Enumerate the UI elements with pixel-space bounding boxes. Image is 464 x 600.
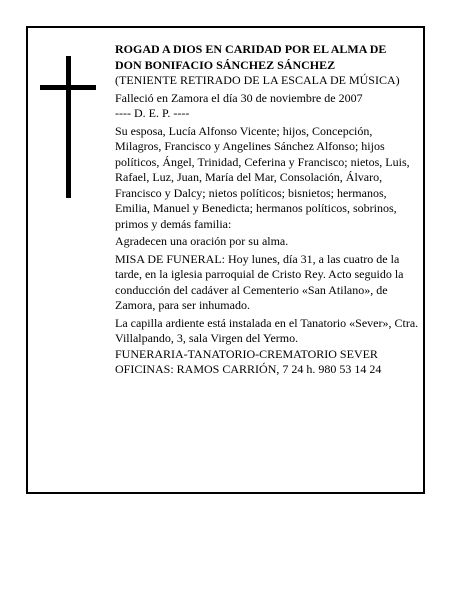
funeral-mass: MISA DE FUNERAL: Hoy lunes, día 31, a las cuatro de la tarde, en la iglesia parroquial de Cristo Rey. Acto seguido la conducción del cadáver al Cementerio «San Atilano», de Zamora, para ser inhumado. [115,251,404,312]
heading-line-1: ROGAD A DIOS EN CARIDAD POR EL ALMA DE [115,42,387,56]
cross-horizontal-bar [40,85,96,90]
cross-vertical-bar [66,56,71,198]
obituary-frame [26,26,425,494]
deceased-name: DON BONIFACIO SÁNCHEZ SÁNCHEZ [115,57,336,72]
family-list: Su esposa, Lucía Alfonso Vicente; hijos, Concepción, Milagros, Francisco y Angelines Sánchez Alfonso; hijos políticos, Ángel, Trinidad, Ceferina y Francisco; nietos, Luis, Rafael, Luz, Juan, María del Mar, Consolación, Álvaro, Francisco y Dalcy; nietos políticos; bisnietos; hermanos, Emilia, Manuel y Benedicta; hermanos políticos, sobrinos, primos y demás familia: [115,123,410,231]
cross-icon [40,56,96,198]
obituary-text [115,42,421,378]
deceased-rank: (TENIENTE RETIRADO DE LA ESCALA DE MÚSICA) [115,73,400,87]
death-details: Falleció en Zamora el día 30 de noviembre de 2007 [115,90,363,105]
chapel-info: La capilla ardiente está instalada en el Tanatorio «Sever», Ctra. Villalpando, 3, sala Virgen del Yermo. [115,315,419,345]
offices-info: OFICINAS: RAMOS CARRIÓN, 7 24 h. 980 53 14 24 [115,362,382,376]
rip-line: ---- D. E. P. ---- [115,106,190,120]
funeral-home-name: FUNERARIA-TANATORIO-CREMATORIO SEVER [115,346,378,361]
thanks-line: Agradecen una oración por su alma. [115,234,289,248]
